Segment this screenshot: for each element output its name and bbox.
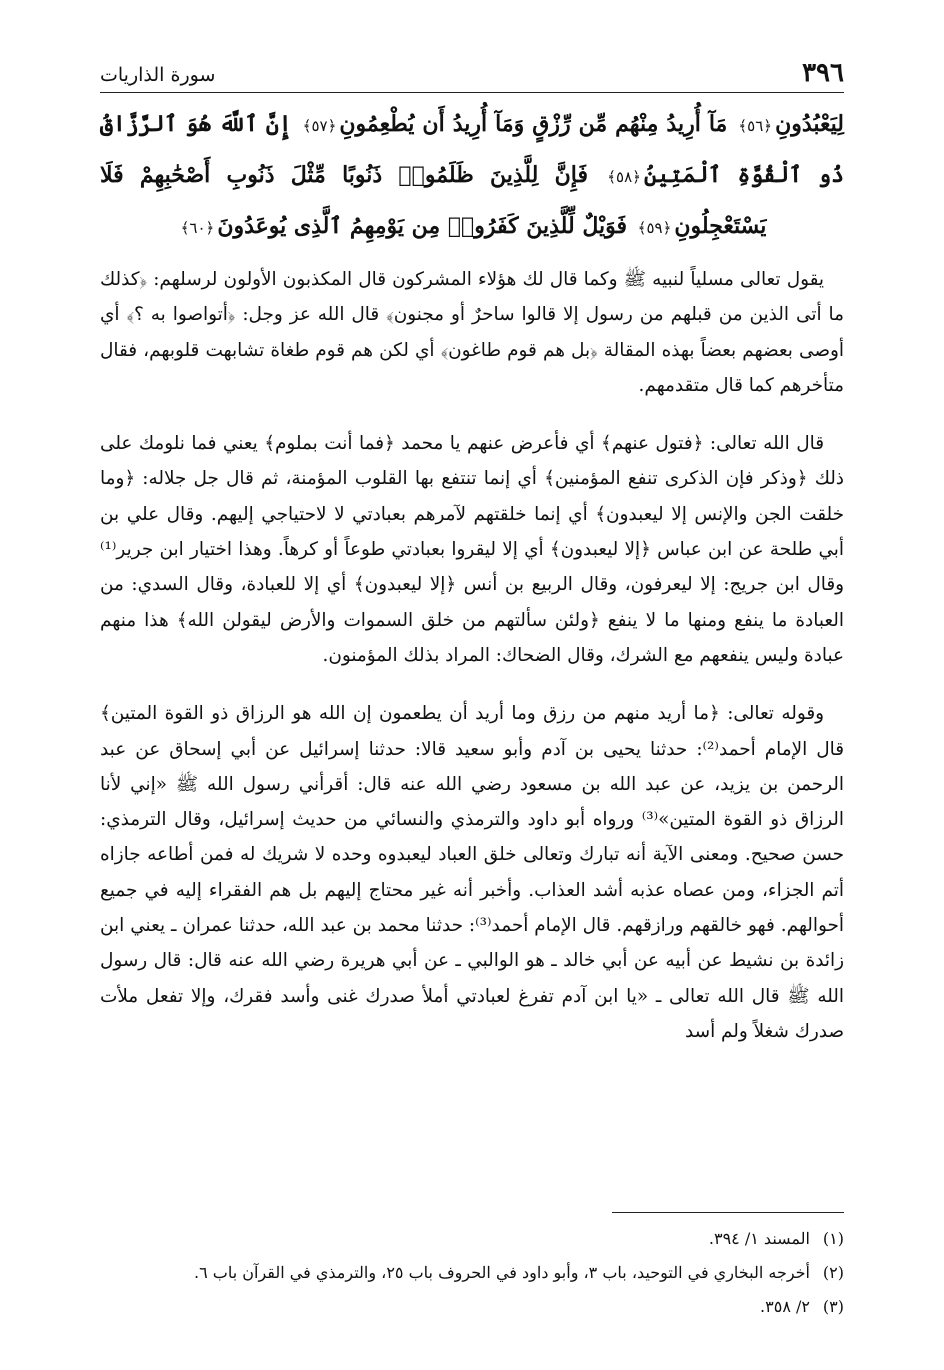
- footnote-text: المسند ١/ ٣٩٤.: [708, 1229, 810, 1248]
- footnote-text: أخرجه البخاري في التوحيد، باب ٣، وأبو داود في الحروف باب ٢٥، والترمذي في القرآن باب ٦.: [194, 1263, 810, 1282]
- commentary-paragraph-1: يقول تعالى مسلياً لنبيه ﷺ وكما قال لك هؤلاء المشركون قال المكذبون الأولون لرسلهم: ﴿كذلك ما أتى الذين من قبلهم من رسول إلا قالوا ساحرٌ أو مجنون﴾ قال الله عز وجل: ﴿أتواصوا به ؟﴾ أي أوصى بعضهم بعضاً بهذه المقالة ﴿بل هم قوم طاغون﴾ أي لكن هم قوم طغاة تشابهت قلوبهم، فقال متأخرهم كما قال متقدمهم.: [100, 269, 844, 396]
- ayah-number-57: ﴿٥٧﴾: [302, 117, 337, 135]
- surah-name: سورة الذاريات: [100, 64, 216, 86]
- quran-verses: [100, 100, 844, 253]
- commentary-body: [100, 262, 844, 1072]
- page-header: [100, 58, 844, 92]
- ayah-59-text: فَإِنَّ لِلَّذِينَ ظَلَمُوا۟ ذَنُوبًا مِّثْلَ ذَنُوبِ أَصْحَٰبِهِمْ فَلَا يَسْتَعْجِلُونِ: [100, 162, 767, 239]
- footnote-divider: [612, 1212, 844, 1213]
- footnote-1: [100, 1222, 844, 1256]
- footnote-2: [100, 1256, 844, 1290]
- header-divider: [100, 92, 844, 93]
- ayah-number-58: ﴿٥٨﴾: [607, 168, 641, 186]
- footnote-number: (٣): [822, 1297, 844, 1316]
- ayah-57-text: مَآ أُرِيدُ مِنْهُم مِّن رِّزْقٍ وَمَآ أُرِيدُ أَن يُطْعِمُونِ: [339, 111, 728, 137]
- footnote-3: [100, 1290, 844, 1324]
- ayah-58-text: إِنَّ ٱللَّهَ هُوَ ٱلرَّزَّاقُ ذُو ٱلْقُوَّةِ ٱلْمَتِينُ: [100, 111, 844, 188]
- ayah-number-59: ﴿٥٩﴾: [637, 219, 672, 237]
- commentary-paragraph-3: وقوله تعالى: ﴿ما أريد منهم من رزق وما أريد أن يطعمون إن الله هو الرزاق ذو القوة المتين﴾ قال الإمام أحمد⁽²⁾: حدثنا يحيى بن آدم وأبو سعيد قالا: حدثنا إسرائيل عن أبي إسحاق عن عبد الرحمن بن يزيد، عن عبد الله بن مسعود رضي الله عنه قال: أقرأني رسول الله ﷺ «إني لأنا الرزاق ذو القوة المتين»⁽³⁾ ورواه أبو داود والترمذي والنسائي من حديث إسرائيل، وقال الترمذي: حسن صحيح. ومعنى الآية أنه تبارك وتعالى خلق العباد ليعبدوه وحده لا شريك له فمن أطاعه جازاه أتم الجزاء، ومن عصاه عذبه أشد العذاب. وأخبر أنه غير محتاج إليهم بل هم الفقراء إليه في جميع أحوالهم. فهو خالقهم ورازقهم. قال الإمام أحمد⁽³⁾: حدثنا محمد بن عبد الله، حدثنا عمران ـ يعني ابن زائدة بن نشيط عن أبيه عن أبي خالد ـ هو الوالبي ـ عن أبي هريرة رضي الله عنه قال: قال رسول الله ﷺ قال الله تعالى ـ «يا ابن آدم تفرغ لعبادتي أملأ صدرك غنى وأسد فقرك، وإلا تفعل ملأت صدرك شغلاً ولم أسد: [100, 703, 845, 1042]
- page-number: ٣٩٦: [802, 58, 844, 88]
- ayah-number-60: ﴿٦٠﴾: [180, 219, 215, 237]
- ayah-number-56: ﴿٥٦﴾: [738, 117, 773, 135]
- footnote-number: (١): [822, 1229, 844, 1248]
- ayah-60-text: فَوَيْلٌ لِّلَّذِينَ كَفَرُوا۟ مِن يَوْمِهِمُ ٱلَّذِى يُوعَدُونَ: [217, 213, 627, 239]
- footnotes: [100, 1222, 844, 1324]
- commentary-paragraph-2: قال الله تعالى: ﴿فتول عنهم﴾ أي فأعرض عنهم يا محمد ﴿فما أنت بملوم﴾ يعني فما نلومك على ذلك ﴿وذكر فإن الذكرى تنفع المؤمنين﴾ أي إنما تنتفع بها القلوب المؤمنة، ثم قال جل جلاله: ﴿وما خلقت الجن والإنس إلا ليعبدون﴾ أي إنما خلقتهم لآمرهم بعبادتي لا لاحتياجي إليهم. وقال علي بن أبي طلحة عن ابن عباس ﴿إلا ليعبدون﴾ أي إلا ليقروا بعبادتي طوعاً أو كرهاً. وهذا اختيار ابن جرير⁽¹⁾ وقال ابن جريج: إلا ليعرفون، وقال الربيع بن أنس ﴿إلا ليعبدون﴾ أي إلا للعبادة، وقال السدي: من العبادة ما ينفع ومنها ما لا ينفع ﴿ولئن سألتهم من خلق السموات والأرض ليقولن الله﴾ هذا منهم عبادة وليس ينفعهم مع الشرك، وقال الضحاك: المراد بذلك المؤمنون.: [100, 433, 844, 666]
- footnote-text: ٢/ ٣٥٨.: [760, 1297, 810, 1316]
- footnote-number: (٢): [822, 1263, 844, 1282]
- ayah-56-text: لِيَعْبُدُونِ: [775, 111, 844, 137]
